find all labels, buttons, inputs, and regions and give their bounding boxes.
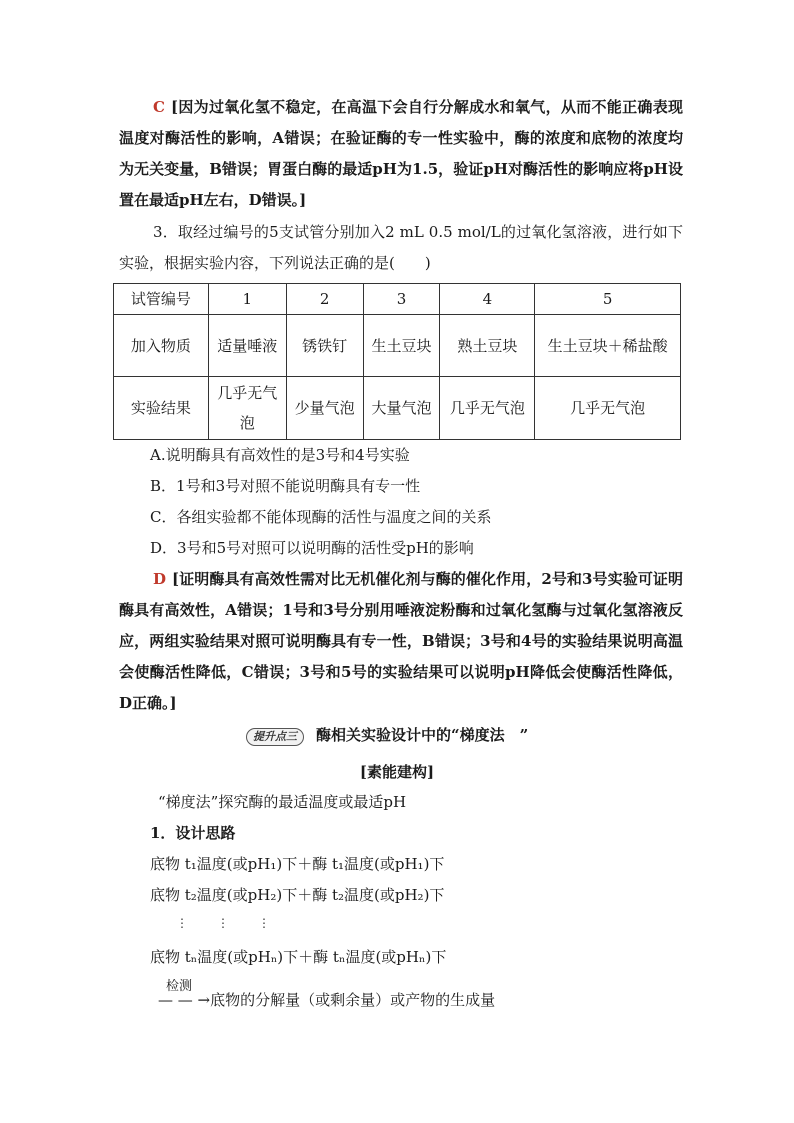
substance-cell: 生土豆块 [363, 315, 440, 377]
section-subhead: [素能建构] [359, 763, 435, 781]
answer-d-explanation [119, 564, 683, 719]
result-cell: 大量气泡 [363, 377, 440, 440]
design-line-2: 底物 t₂温度(或pH₂)下＋酶 t₂温度(或pH₂)下 [150, 886, 445, 904]
tube-number-cell: 3 [363, 284, 440, 315]
substance-cell: 生土豆块＋稀盐酸 [535, 315, 681, 377]
tube-number-cell: 1 [208, 284, 286, 315]
answer-d-text: [证明酶具有高效性需对比无机催化剂与酶的催化作用，2号和3号实验可证明酶具有高效性，A错误；1号和3号分别用唾液淀粉酶和过氧化氢酶与过氧化氢溶液反应，两组实验结果对照可说明酶具有专一性，B错误；3号和4号的实验结果说明高温会使酶活性降低，C错误；3号和5号的实验结果可以说明pH降低会使酶活性降低，D正确。] [119, 570, 683, 712]
arrow-icon: — — → [158, 991, 211, 1009]
table-row-result [114, 377, 681, 440]
section-badge: 提升点三 [246, 728, 304, 746]
row-header-tube-number: 试管编号 [114, 284, 209, 315]
answer-letter-d: D [153, 570, 167, 588]
row-header-substance: 加入物质 [114, 315, 209, 377]
result-cell: 几乎无气泡 [535, 377, 681, 440]
table-row-tube-number [114, 284, 681, 315]
option-d: D．3号和5号对照可以说明酶的活性受pH的影响 [150, 539, 474, 557]
design-line-1: 底物 t₁温度(或pH₁)下＋酶 t₁温度(或pH₁)下 [150, 855, 445, 873]
result-cell: 几乎无气泡 [208, 377, 286, 440]
ellipsis-mark: ⋮ [176, 916, 188, 930]
tube-number-cell: 4 [440, 284, 535, 315]
option-a: A.说明酶具有高效性的是3号和4号实验 [150, 446, 410, 464]
ellipsis-mark: ⋮ [258, 916, 270, 930]
result-cell: 几乎无气泡 [440, 377, 535, 440]
detect-result: 底物的分解量（或剩余量）或产物的生成量 [210, 991, 496, 1009]
option-c: C．各组实验都不能体现酶的活性与温度之间的关系 [150, 508, 492, 526]
step-1-heading: 1．设计思路 [150, 824, 236, 842]
substance-cell: 熟土豆块 [440, 315, 535, 377]
question-3-stem: 3．取经过编号的5支试管分别加入2 mL 0.5 mol/L的过氧化氢溶液，进行如下实验，根据实验内容，下列说法正确的是( ) [119, 223, 683, 272]
tube-number-cell: 5 [535, 284, 681, 315]
option-b: B．1号和3号对照不能说明酶具有专一性 [150, 477, 421, 495]
result-cell: 少量气泡 [286, 377, 363, 440]
tube-number-cell: 2 [286, 284, 363, 315]
ellipsis-mark: ⋮ [217, 916, 229, 930]
answer-letter-c: C [153, 98, 165, 116]
substance-cell: 锈铁钉 [286, 315, 363, 377]
answer-c-text: [因为过氧化氢不稳定，在高温下会自行分解成水和氧气，从而不能正确表现温度对酶活性的影响，A错误；在验证酶的专一性实验中，酶的浓度和底物的浓度均为无关变量，B错误；胃蛋白酶的最适pH为1.5，验证pH对酶活性的影响应将pH设置在最适pH左右，D错误。] [119, 98, 683, 209]
detect-label: 检测 [166, 979, 193, 994]
answer-c-explanation [119, 92, 683, 216]
detect-arrow-line [158, 989, 495, 1010]
table-row-substance [114, 315, 681, 377]
section-title [246, 724, 528, 746]
substance-cell: 适量唾液 [208, 315, 286, 377]
row-header-result: 实验结果 [114, 377, 209, 440]
design-line-n: 底物 tₙ温度(或pHₙ)下＋酶 tₙ温度(或pHₙ)下 [150, 948, 447, 966]
section-title-text: 酶相关实验设计中的“梯度法 ” [316, 726, 529, 744]
experiment-table [113, 283, 681, 440]
method-intro: “梯度法”探究酶的最适温度或最适pH [158, 793, 407, 811]
